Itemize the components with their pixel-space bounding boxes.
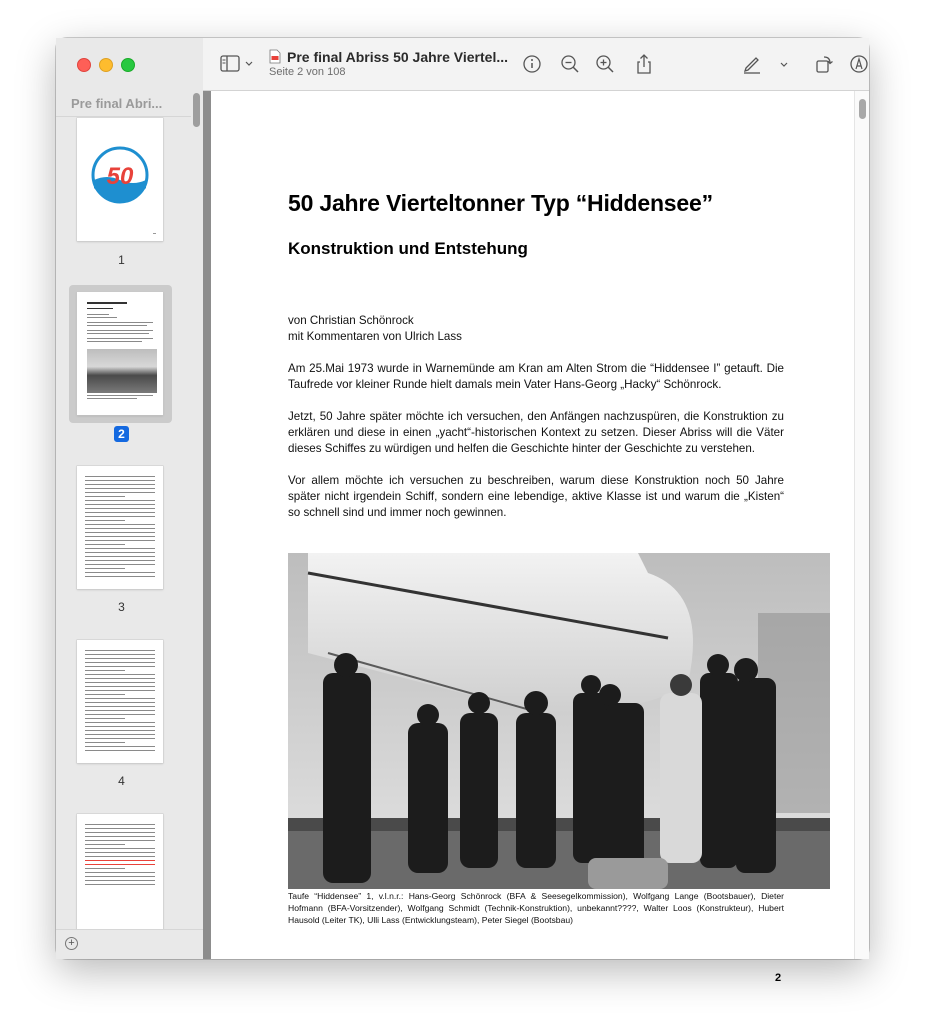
thumbnail-text-line bbox=[85, 844, 125, 845]
zoom-button[interactable] bbox=[121, 58, 135, 72]
rotate-button[interactable] bbox=[813, 53, 835, 75]
page-thumbnail-3[interactable] bbox=[77, 466, 163, 589]
thumbnail-text-line bbox=[85, 746, 155, 747]
thumbnail-text-line bbox=[85, 694, 125, 695]
thumbnail-text-line bbox=[85, 706, 155, 707]
document-scrollbar[interactable] bbox=[859, 99, 866, 119]
chevron-down-icon bbox=[777, 53, 791, 75]
thumbnail-text-line bbox=[85, 488, 155, 489]
thumbnail-text-line bbox=[85, 864, 155, 865]
thumbnail-text-line bbox=[85, 884, 155, 885]
thumbnail-text-line bbox=[85, 568, 125, 569]
add-page-icon[interactable]: + bbox=[65, 937, 78, 950]
logo-number: 50 bbox=[106, 163, 134, 190]
thumbnail-text-line bbox=[85, 560, 155, 561]
share-icon bbox=[633, 53, 655, 75]
preview-window bbox=[56, 38, 869, 984]
page-thumbnail-2[interactable] bbox=[77, 292, 163, 415]
thumbnail-text-line bbox=[85, 476, 155, 477]
thumbnail-text-line bbox=[85, 730, 155, 731]
thumbnail-text-line bbox=[85, 678, 155, 679]
thumbnail-text-line bbox=[85, 500, 155, 501]
zoom-out-button[interactable] bbox=[559, 53, 581, 75]
sidebar-footer bbox=[56, 929, 203, 959]
info-icon bbox=[521, 53, 543, 75]
thumbnail-text-line bbox=[85, 742, 125, 743]
thumbnail-text-line bbox=[85, 504, 155, 505]
thumbnail-text-line bbox=[85, 670, 125, 671]
thumbnail-text-line bbox=[85, 702, 155, 703]
thumbnail-label-1: 1 bbox=[118, 253, 125, 267]
thumbnail-text-line bbox=[85, 828, 155, 829]
page-number: 2 bbox=[775, 972, 782, 984]
thumbnail-text-line bbox=[85, 722, 155, 723]
thumbnail-text-line bbox=[85, 734, 155, 735]
thumbnail-text-line bbox=[85, 524, 155, 525]
document-view[interactable] bbox=[203, 91, 869, 984]
thumbnail-text-line bbox=[85, 548, 155, 549]
thumbnail-text-line bbox=[85, 508, 155, 509]
share-button[interactable] bbox=[633, 53, 655, 75]
thumbnail-text-line bbox=[85, 836, 155, 837]
black-white-photo bbox=[288, 553, 830, 889]
sidebar-title: Pre final Abri... bbox=[71, 96, 163, 111]
thumbnail-text-line bbox=[85, 536, 155, 537]
thumbnail-text-line bbox=[85, 832, 155, 833]
page-thumbnail-4[interactable] bbox=[77, 640, 163, 763]
paragraph-1: Am 25.Mai 1973 wurde in Warnemünde am Kran am Alten Strom die “Hiddensee I” getauft. Die Taufrede vor kleiner Runde hielt damals mein Vater Hans-Georg „Hacky“ Schönrock. bbox=[288, 362, 784, 391]
author-line: von Christian Schönrock bbox=[288, 314, 414, 327]
thumbnail-text-line bbox=[85, 662, 155, 663]
page-thumbnail-1[interactable] bbox=[77, 118, 163, 241]
thumbnail-label-3: 3 bbox=[118, 600, 125, 614]
christening-photo bbox=[288, 553, 830, 889]
thumbnail-label-4: 4 bbox=[118, 774, 125, 788]
page-subheading: Konstruktion und Entstehung bbox=[288, 239, 528, 258]
thumbnail-text-line bbox=[85, 572, 155, 573]
thumbnail-text-line bbox=[85, 492, 155, 493]
thumbnail-text-line bbox=[85, 880, 155, 881]
thumbnail-text-line bbox=[85, 726, 155, 727]
photo-thumbnail bbox=[87, 349, 157, 393]
rotate-icon bbox=[813, 53, 835, 75]
thumbnail-text-line bbox=[85, 718, 125, 719]
thumbnail-text-line bbox=[85, 876, 155, 877]
page-thumbnail-5[interactable] bbox=[77, 814, 163, 937]
thumbnail-text-line bbox=[85, 698, 155, 699]
pdf-page bbox=[211, 91, 855, 984]
markup-menu-button[interactable] bbox=[777, 53, 791, 75]
paragraph-2: Jetzt, 50 Jahre später möchte ich versuchen, den Anfängen nachzuspüren, die Konstruktion zu erklären und diese in einen „yacht“-historischen Kontext zu setzen. Dieser Abriss will die Väter dieses Schiffes zu würdigen und helfen die Geschichte hinter der Geschichte zu verstehen. bbox=[288, 410, 784, 455]
thumbnail-text-line bbox=[85, 484, 155, 485]
thumbnail-text-line bbox=[85, 710, 155, 711]
thumbnail-text-line bbox=[85, 674, 155, 675]
pen-icon bbox=[741, 53, 763, 75]
sidebar-divider bbox=[56, 116, 191, 117]
close-button[interactable] bbox=[77, 58, 91, 72]
window-controls bbox=[77, 58, 135, 72]
logo-50-image bbox=[77, 118, 163, 241]
markup-button[interactable] bbox=[741, 53, 763, 75]
thumbnail-text-line bbox=[85, 496, 125, 497]
zoom-out-icon bbox=[559, 53, 581, 75]
thumbnail-text-line bbox=[85, 750, 155, 751]
thumbnail-text-line bbox=[85, 658, 155, 659]
thumbnail-text-line bbox=[85, 872, 155, 873]
page-indicator: Seite 2 von 108 bbox=[269, 66, 346, 78]
markup-circle-icon bbox=[848, 53, 870, 75]
page-heading: 50 Jahre Vierteltonner Typ “Hiddensee” bbox=[288, 190, 713, 216]
toolbar bbox=[203, 38, 869, 91]
thumbnail-text-line bbox=[85, 520, 125, 521]
thumbnail-text-line bbox=[85, 552, 155, 553]
sidebar-scrollbar[interactable] bbox=[193, 93, 200, 127]
zoom-in-button[interactable] bbox=[594, 53, 616, 75]
document-scroll-track[interactable] bbox=[854, 91, 869, 959]
sidebar-icon bbox=[219, 53, 255, 75]
zoom-in-icon bbox=[594, 53, 616, 75]
info-button[interactable] bbox=[521, 53, 543, 75]
thumbnail-text-line bbox=[85, 856, 155, 857]
thumbnail-text-line bbox=[85, 848, 155, 849]
photo-caption: Taufe “Hiddensee” 1, v.l.n.r.: Hans-Georg Schönrock (BFA & Seesegelkommission), Wolfgang Lange (Bootsbauer), Dieter Hofmann (BFA-Vorsitzender), Wolfgang Schmidt (Technik-Konstruktion), unbekannt????, Walter Loos (Konstrukteur), Hubert Hausold (Leiter TK), Ulli Lass (Entwicklungsteam), Peter Siegel (Bootsbau) bbox=[288, 891, 784, 925]
minimize-button[interactable] bbox=[99, 58, 113, 72]
thumbnail-text-line bbox=[85, 840, 155, 841]
thumbnail-label-2: 2 bbox=[56, 427, 187, 441]
document-title: Pre final Abriss 50 Jahre Viertel... bbox=[287, 49, 508, 65]
thumbnail-text-line bbox=[85, 860, 155, 861]
thumbnail-text-line bbox=[85, 824, 155, 825]
sidebar-toggle-button[interactable] bbox=[219, 53, 255, 75]
thumbnail-text-line bbox=[85, 738, 155, 739]
thumbnail-text-line bbox=[85, 852, 155, 853]
thumbnail-text-line bbox=[85, 682, 155, 683]
paragraph-3: Vor allem möchte ich versuchen zu beschreiben, warum diese Konstruktion noch 50 Jahre später nicht irgendein Schiff, sondern eine lebendige, aktive Klasse ist und warum die „Kisten“ so schnell sind und immer noch gewinnen. bbox=[288, 474, 784, 519]
thumbnail-text-line bbox=[85, 532, 155, 533]
thumbnail-text-line bbox=[85, 654, 155, 655]
thumbnail-text-line bbox=[85, 544, 125, 545]
thumbnail-text-line bbox=[85, 666, 155, 667]
thumbnail-text-line bbox=[85, 564, 155, 565]
thumbnail-text-line bbox=[85, 480, 155, 481]
thumbnail-text-line bbox=[85, 650, 155, 651]
thumbnail-text-line bbox=[85, 528, 155, 529]
annotate-button[interactable] bbox=[848, 53, 870, 75]
thumbnail-sidebar bbox=[56, 38, 204, 959]
thumbnail-text-line bbox=[85, 690, 155, 691]
thumbnail-text-line bbox=[85, 512, 155, 513]
thumbnail-text-line bbox=[85, 576, 155, 577]
thumbnail-text-line bbox=[85, 686, 155, 687]
thumbnail-text-line bbox=[85, 868, 125, 869]
thumbnail-text-line bbox=[85, 516, 155, 517]
pdf-document-icon bbox=[269, 49, 281, 64]
thumbnail-text-line bbox=[85, 540, 155, 541]
thumbnail-text-line bbox=[85, 556, 155, 557]
thumbnail-text-line bbox=[85, 714, 155, 715]
commentary-line: mit Kommentaren von Ulrich Lass bbox=[288, 330, 462, 343]
